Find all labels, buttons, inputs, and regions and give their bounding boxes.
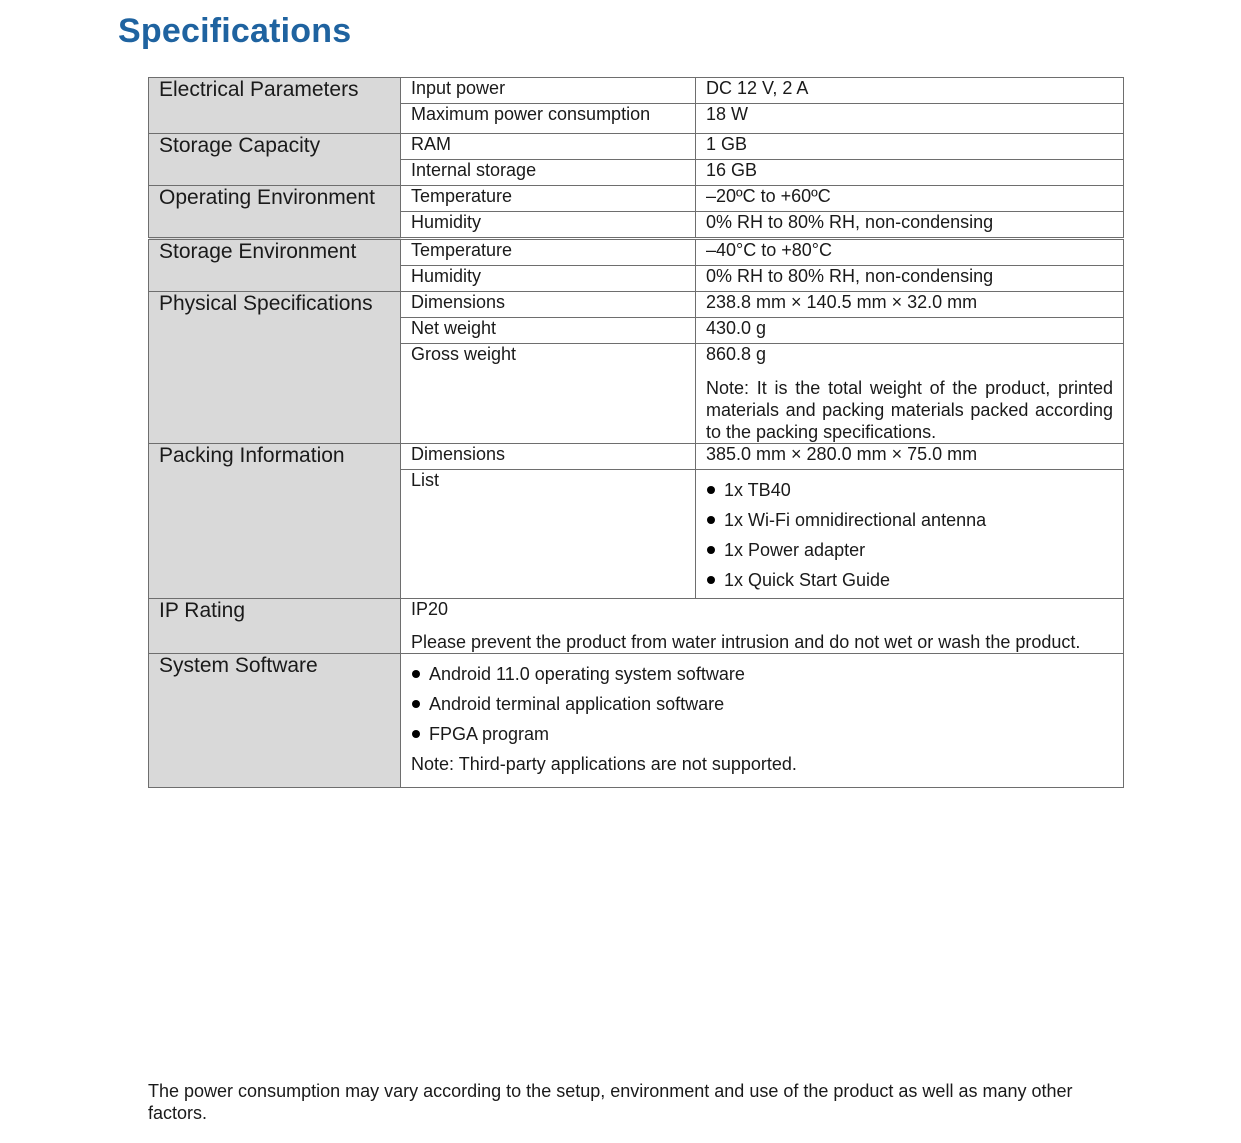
list-item: 1x Power adapter: [706, 535, 1113, 565]
param-packing-dimensions: Dimensions: [401, 444, 696, 470]
list-item: 1x TB40: [706, 475, 1113, 505]
param-input-power: Input power: [401, 78, 696, 104]
param-packing-list: List: [401, 470, 696, 599]
value-packing-list: [696, 470, 1124, 599]
list-item: Android 11.0 operating system software: [411, 659, 1113, 689]
value-input-power: DC 12 V, 2 A: [696, 78, 1124, 104]
value-max-power: 18 W: [696, 104, 1124, 134]
table-row: [149, 292, 1124, 318]
param-net-weight: Net weight: [401, 318, 696, 344]
list-item: 1x Wi-Fi omnidirectional antenna: [706, 505, 1113, 535]
value-ip-rating: IP20: [411, 599, 449, 619]
value-gross-weight: 860.8 g: [706, 344, 767, 364]
category-physical-specifications: Physical Specifications: [149, 292, 401, 444]
value-ram: 1 GB: [696, 134, 1124, 160]
page-title: Specifications: [118, 12, 352, 50]
value-storage-temperature: –40°C to +80°C: [696, 239, 1124, 266]
software-list: [411, 659, 1113, 749]
table-row: [149, 134, 1124, 160]
param-dimensions: Dimensions: [401, 292, 696, 318]
category-storage-capacity: Storage Capacity: [149, 134, 401, 186]
value-ip-rating-cell: [401, 599, 1124, 654]
category-storage-environment: Storage Environment: [149, 239, 401, 292]
param-internal-storage: Internal storage: [401, 160, 696, 186]
value-system-software-cell: [401, 654, 1124, 788]
value-storage-humidity: 0% RH to 80% RH, non-condensing: [696, 266, 1124, 292]
param-operating-humidity: Humidity: [401, 212, 696, 239]
param-ram: RAM: [401, 134, 696, 160]
value-dimensions: 238.8 mm × 140.5 mm × 32.0 mm: [696, 292, 1124, 318]
gross-weight-note: Note: It is the total weight of the product, printed materials and packing materials packed according to the packing specifications.: [706, 378, 1113, 442]
value-packing-dimensions: 385.0 mm × 280.0 mm × 75.0 mm: [696, 444, 1124, 470]
category-system-software: System Software: [149, 654, 401, 788]
value-gross-weight-cell: [696, 344, 1124, 444]
value-operating-temperature: –20ºC to +60ºC: [696, 186, 1124, 212]
category-ip-rating: IP Rating: [149, 599, 401, 654]
param-storage-humidity: Humidity: [401, 266, 696, 292]
system-software-note: Note: Third-party applications are not supported.: [411, 754, 797, 774]
param-storage-temperature: Temperature: [401, 239, 696, 266]
value-operating-humidity: 0% RH to 80% RH, non-condensing: [696, 212, 1124, 239]
table-row: [149, 239, 1124, 266]
list-item: 1x Quick Start Guide: [706, 565, 1113, 595]
category-packing-information: Packing Information: [149, 444, 401, 599]
footnote: The power consumption may vary according to the setup, environment and use of the product as well as many other factors.: [148, 1081, 1073, 1123]
table-row: [149, 444, 1124, 470]
specifications-table: [148, 77, 1124, 788]
table-row: [149, 654, 1124, 788]
ip-rating-note: Please prevent the product from water intrusion and do not wet or wash the product.: [411, 632, 1081, 652]
category-operating-environment: Operating Environment: [149, 186, 401, 239]
category-electrical-parameters: Electrical Parameters: [149, 78, 401, 134]
param-operating-temperature: Temperature: [401, 186, 696, 212]
table-row: [149, 78, 1124, 104]
list-item: FPGA program: [411, 719, 1113, 749]
table-row: [149, 599, 1124, 654]
value-net-weight: 430.0 g: [696, 318, 1124, 344]
list-item: Android terminal application software: [411, 689, 1113, 719]
param-gross-weight: Gross weight: [401, 344, 696, 444]
table-row: [149, 186, 1124, 212]
param-max-power: Maximum power consumption: [401, 104, 696, 134]
value-internal-storage: 16 GB: [696, 160, 1124, 186]
packing-list: [706, 475, 1113, 595]
